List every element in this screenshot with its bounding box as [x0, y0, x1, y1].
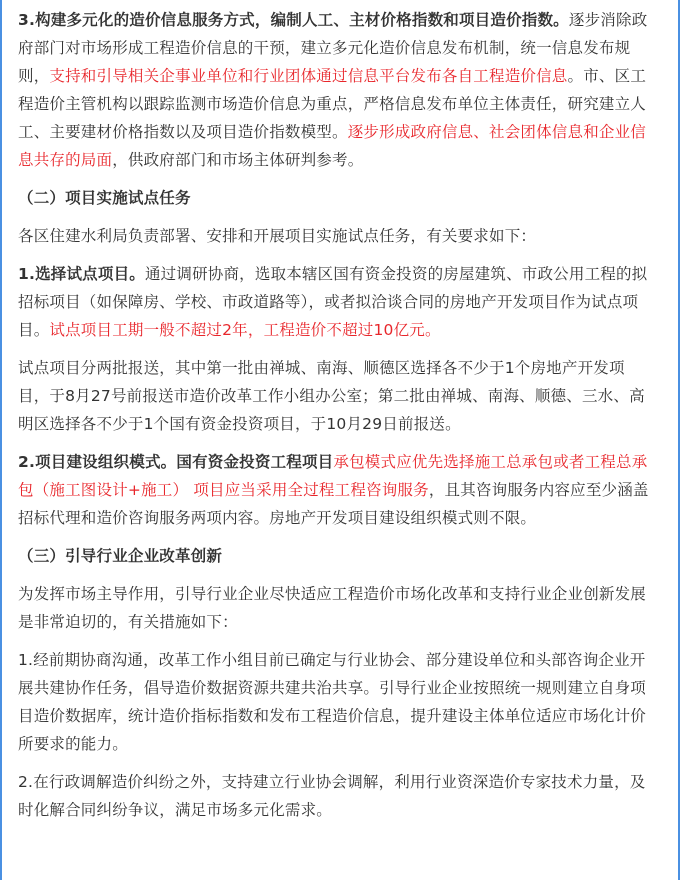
- highlighted-text: 逐步形成政府信息、社会团体信息和企业信息共存的局面: [18, 123, 647, 169]
- paragraph-heading: 3.构建多元化的造价信息服务方式，编制人工、主材价格指数和项目造价指数。: [18, 11, 569, 29]
- paragraph-measure-1: 1.经前期协商沟通，改革工作小组目前已确定与行业协会、部分建设单位和头部咨询企业开展共建协作任务，倡导造价数据资源共建共治共享。引导行业企业按照统一规则建立自身项目造价数据库，统计造价指标指数和发布工程造价信息，提升建设主体单位适应市场化计价所要求的能力。: [18, 651, 647, 753]
- paragraph-pilot-intro: 各区住建水利局负责部署、安排和开展项目实施试点任务，有关要求如下：: [18, 227, 537, 245]
- paragraph-text: 通过调研协商，选取本辖区国有资金投资的房屋建筑、市政公用工程的拟招标项目（如保障房、学校、市政道路等），或者拟洽谈合同的房地产开发项目作为试点项目。: [18, 265, 648, 339]
- paragraph-text: ，且其咨询服务内容应至少涵盖招标代理和造价咨询服务两项内容。房地产开发项目建设组织模式则不限。: [18, 481, 649, 527]
- paragraph-text: 逐步消除政府部门对市场形成工程造价信息的干预，建立多元化造价信息发布机制，统一信息发布规则，: [18, 11, 648, 85]
- highlighted-text: 承包模式应优先选择施工总承包或者工程总承包（施工图设计+施工） 项目应当采用全过程工程咨询服务: [18, 453, 648, 499]
- paragraph-heading: 2.项目建设组织模式。: [18, 453, 177, 471]
- paragraph-heading: 1.选择试点项目。: [18, 265, 145, 283]
- paragraph-measure-2: 2.在行政调解造价纠纷之外，支持建立行业协会调解，利用行业资深造价专家技术力量，及时化解合同纠纷争议，满足市场多元化需求。: [18, 773, 646, 819]
- paragraph-price-info-service: [18, 6, 656, 174]
- paragraph-submission-batches: 试点项目分两批报送，其中第一批由禅城、南海、顺德区选择各不少于1个房地产开发项目，于8月27号前报送市造价改革工作小组办公室；第二批由禅城、南海、顺德、三水、高明区选择各不少于1个国有资金投资项目，于10月29日前报送。: [18, 359, 645, 433]
- paragraph-subheading: 国有资金投资工程项目: [176, 453, 334, 471]
- paragraph-text: 。市、区工程造价主管机构以跟踪监测市场造价信息为重点，严格信息发布单位主体责任，研究建立人工、主要建材价格指数以及项目造价指数模型。: [18, 67, 647, 141]
- highlighted-text: 支持和引导相关企事业单位和行业团体通过信息平台发布各自工程造价信息: [49, 67, 568, 85]
- highlighted-text: 试点项目工期一般不超过2年，工程造价不超过10亿元。: [49, 321, 441, 339]
- paragraph-select-pilot-projects: [18, 260, 656, 344]
- section-heading-industry-reform: （三）引导行业企业改革创新: [18, 547, 223, 565]
- paragraph-text: ，供政府部门和市场主体研判参考。: [112, 151, 364, 169]
- paragraph-reform-intro: 为发挥市场主导作用，引导行业企业尽快适应工程造价市场化改革和支持行业企业创新发展是非常迫切的，有关措施如下：: [18, 585, 647, 631]
- paragraph-organization-mode: [18, 448, 656, 532]
- section-heading-pilot-tasks: （二）项目实施试点任务: [18, 189, 191, 207]
